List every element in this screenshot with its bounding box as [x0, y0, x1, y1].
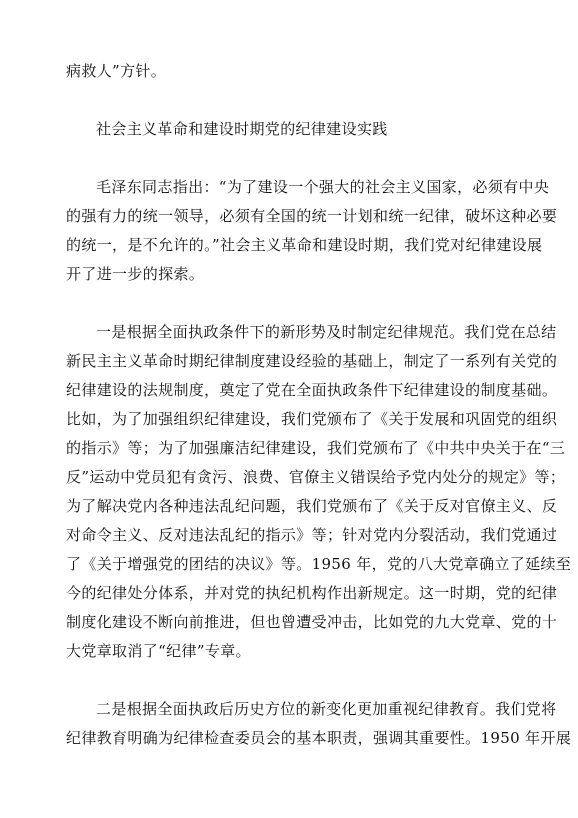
- paragraph-line: 的统一，是不允许的。”社会主义革命和建设时期，我们党对纪律建设展: [66, 236, 543, 254]
- paragraph-line: 大党章取消了“纪律”专章。: [66, 642, 251, 660]
- paragraph-line: 二是根据全面执政后历史方位的新变化更加重视纪律教育。我们党将: [96, 700, 557, 718]
- paragraph-line: 开了进一步的探索。: [66, 265, 205, 283]
- paragraph-line: 反”运动中党员犯有贪污、浪费、官僚主义错误给予党内处分的规定》等；: [66, 468, 566, 486]
- paragraph-line: 纪律教育明确为纪律检查委员会的基本职责，强调其重要性。1950 年开展: [66, 729, 572, 747]
- paragraph-line: 的指示》等；为了加强廉洁纪律建设，我们党颁布了《中共中央关于在“三: [66, 439, 566, 457]
- paragraph-line: 对命令主义、反对违法乱纪的指示》等；针对党内分裂活动，我们党通过: [66, 526, 558, 544]
- paragraph-line: 比如，为了加强组织纪律建设，我们党颁布了《关于发展和巩固党的组织: [66, 410, 558, 428]
- paragraph-line: 了《关于增强党的团结的决议》等。1956 年，党的八大党章确立了延续至: [66, 555, 572, 573]
- paragraph-line: 制度化建设不断向前推进，但也曾遭受冲击，比如党的九大党章、党的十: [66, 613, 558, 631]
- paragraph-line: 一是根据全面执政条件下的新形势及时制定纪律规范。我们党在总结: [96, 323, 557, 341]
- paragraph-line: 纪律建设的法规制度，奠定了党在全面执政条件下纪律建设的制度基础。: [66, 381, 558, 399]
- section-heading: 社会主义革命和建设时期党的纪律建设实践: [96, 120, 388, 138]
- paragraph-line: 病救人”方针。: [66, 62, 167, 80]
- paragraph-line: 新民主主义革命时期纪律制度建设经验的基础上，制定了一系列有关党的: [66, 352, 558, 370]
- paragraph-line: 的强有力的统一领导，必须有全国的统一计划和统一纪律，破坏这种必要: [66, 207, 558, 225]
- paragraph-line: 毛泽东同志指出：“为了建设一个强大的社会主义国家，必须有中央: [96, 178, 550, 196]
- paragraph-line: 今的纪律处分体系，并对党的执纪机构作出新规定。这一时期，党的纪律: [66, 584, 558, 602]
- paragraph-line: 为了解决党内各种违法乱纪问题，我们党颁布了《关于反对官僚主义、反: [66, 497, 558, 515]
